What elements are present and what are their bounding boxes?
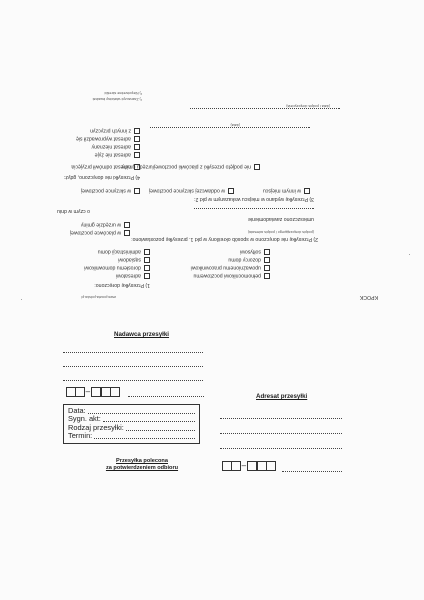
sender-heading: Nadawca przesyłki [114, 331, 170, 338]
recipient-line-2[interactable] [220, 433, 342, 434]
footnote: ²) Niepotrzebne skreślić [104, 91, 142, 95]
delivery-option: sołtysowi [240, 249, 270, 255]
recipient-postcode[interactable]: – [222, 460, 275, 471]
recipient-line-1[interactable] [220, 418, 342, 419]
recipient-heading: Adresat przesyłki [256, 393, 308, 400]
delivery-option: upoważnionemu pracownikowi [191, 265, 270, 271]
checkbox-icon[interactable] [144, 265, 150, 271]
on-date-row [194, 208, 314, 214]
checkbox-icon[interactable] [134, 152, 140, 158]
scan-mark [21, 299, 22, 300]
term-row[interactable]: Termin: [68, 432, 195, 440]
item-1: 1) Przesyłkę doręczono: [94, 282, 150, 288]
item-2: 2) Przesyłkę nie doręczono w sposób określony w pkt 1. przesyłkę pozostawiono: [131, 236, 318, 242]
sender-city-line[interactable] [128, 396, 204, 397]
reason-option: z innych przyczyn [90, 128, 140, 134]
place-option: w urzędzie gminy [81, 222, 130, 228]
checkbox-icon[interactable] [124, 230, 130, 236]
checkbox-icon[interactable] [134, 144, 140, 150]
checkbox-icon[interactable] [304, 188, 310, 194]
reason-option: adresat odmówił przyjęcia [71, 164, 140, 170]
sender-postcode[interactable]: – [66, 386, 119, 397]
caption-date: (data) [230, 123, 240, 127]
form-header-left: KPOCK [359, 294, 378, 300]
delivery-option: pełnomocnikowi pocztowemu [194, 273, 270, 279]
checkbox-icon[interactable] [264, 249, 270, 255]
delivery-option: dozorcy domu [228, 257, 270, 263]
checkbox-icon[interactable] [144, 249, 150, 255]
checkbox-icon[interactable] [264, 257, 270, 263]
checkbox-icon[interactable] [134, 128, 140, 134]
checkbox-icon[interactable] [134, 136, 140, 142]
date-row[interactable]: Data: [68, 407, 195, 415]
footnote: ¹) Zaznaczyć właściwy kwadrat [92, 97, 142, 101]
item-4: 4) Przesyłki nie doręczono, gdyż: [63, 174, 140, 180]
form-header-right: www.poczta-polska.pl [81, 295, 116, 299]
notice-row: umieszczono zawiadomienie [247, 216, 314, 222]
place-option: w placówce pocztowej [70, 230, 130, 236]
item-3: 3) Przesyłkę wydano w miejscu wskazanym w pkt 2: [194, 196, 314, 202]
checkbox-icon[interactable] [228, 188, 234, 194]
checkbox-icon[interactable] [124, 222, 130, 228]
signature-line [190, 108, 340, 114]
sender-line-3[interactable] [63, 380, 203, 381]
checkbox-icon[interactable] [134, 188, 140, 194]
checkbox-icon[interactable] [254, 164, 260, 170]
recipient-line-3[interactable] [220, 448, 342, 449]
reason-option: nie podjęto przesyłki z placówki pocztowej/urzędu gminy [122, 164, 260, 170]
place-3-option: w oddawczej skrzynce pocztowej [149, 188, 234, 194]
delivery-option: dorosłemu domownikowi [84, 265, 150, 271]
place-3-option: w innym miejscu [263, 188, 310, 194]
reason-dotted-line [150, 127, 310, 133]
registered-mail-label: Przesyłka polecona za potwierdzeniem odbioru [105, 458, 179, 472]
reason-option: adresat nie żyje [95, 152, 140, 158]
checkbox-icon[interactable] [264, 265, 270, 271]
case-info-box [63, 404, 200, 444]
place-3-option: w skrzynce pocztowej [81, 188, 140, 194]
checkbox-icon[interactable] [144, 257, 150, 263]
checkbox-icon[interactable] [144, 273, 150, 279]
delivery-option: adresatowi [116, 273, 150, 279]
caption-signature: (data i podpis doręczyciela) [286, 104, 330, 108]
reason-option: adresat nieznany [91, 144, 140, 150]
sender-line-2[interactable] [63, 366, 203, 367]
delivery-option: sąsiadowi [118, 257, 150, 263]
type-row[interactable]: Rodzaj przesyłki: [68, 424, 195, 432]
recipient-city-line[interactable] [282, 471, 342, 472]
sygn-row[interactable]: Sygn. akt: [68, 415, 195, 423]
scan-mark [409, 254, 410, 255]
caption: (podpis doręczającego / podpis adresata) [248, 230, 314, 234]
delivery-option: administracji domu [98, 249, 150, 255]
reason-option: adresat wyprowadził się [76, 136, 140, 142]
on-date-label: o czym w dniu [57, 208, 90, 214]
checkbox-icon[interactable] [264, 273, 270, 279]
return-receipt-form-upside-down [50, 82, 380, 300]
sender-line-1[interactable] [63, 352, 203, 353]
